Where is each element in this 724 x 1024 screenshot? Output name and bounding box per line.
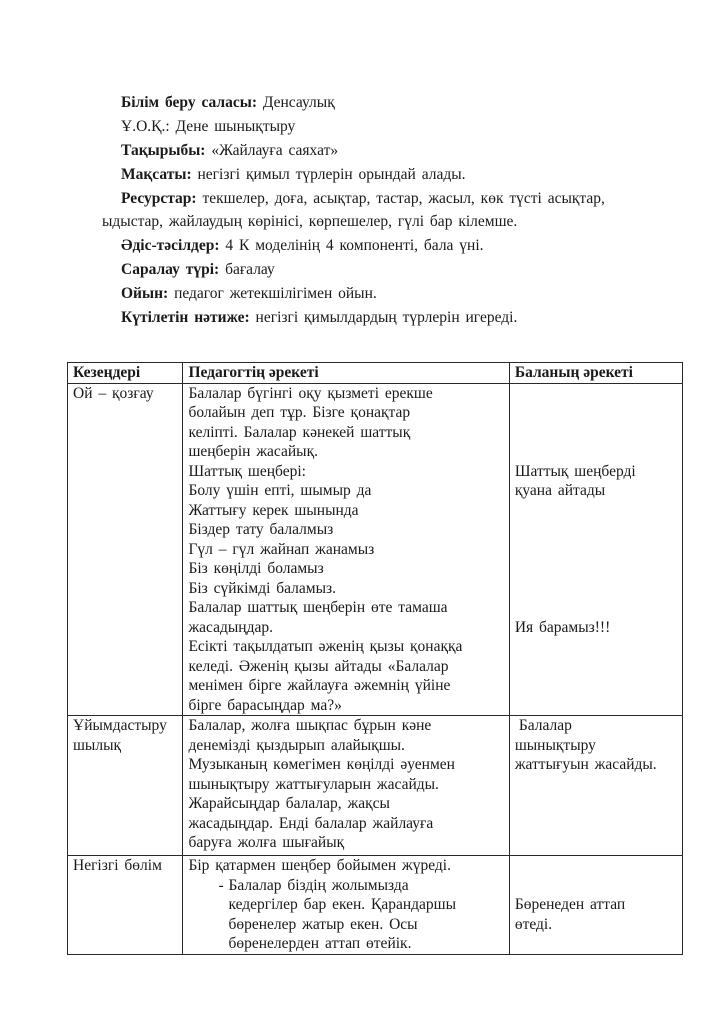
child-line: жаттығуын жасайды. [514,756,657,773]
resources-line-continued [102,212,517,232]
teacher-line: Балалар шаттық шеңберін өте тамаша [188,599,448,616]
teacher-line: Есікті тақылдатып әженің қызы қонаққа [188,638,463,655]
methods-label: Әдіс-тәсілдер: [121,237,220,254]
dash-bullet-icon: - [218,876,224,894]
teacher-line: кедергілер бар екен. Қарандаршы [228,896,457,913]
teacher-line: Шаттық шеңбері: [188,462,306,480]
header-stages: Кезеңдері [68,363,183,384]
teacher-line: Гүл – гүл жайнап жанамыз [188,540,375,558]
teacher-action-cell [183,716,509,856]
differentiation-value: бағалау [225,261,275,278]
child-action-cell [509,383,682,716]
resources-label: Ресурстар: [121,190,197,207]
teacher-line: шынықтыру жаттығуларын жасайды. [188,775,439,793]
goal-line [121,165,466,185]
stage-text: Негізгі бөлім [73,857,162,874]
teacher-line: Музыканың көмегімен көңілді әуенмен [188,756,455,773]
child-line: Шаттық шеңберді [514,462,636,480]
child-line: өтеді. [514,915,553,933]
teacher-bullet-item [188,876,504,954]
teacher-line: Балалар бүгінгі оқу қызметі ерекше [188,384,433,402]
education-field-line [121,93,335,113]
teacher-line: денемізді қыздырып алайықшы. [188,736,405,754]
teacher-action-cell [183,383,509,716]
goal-value: негізгі қимыл түрлерін орындай алады. [197,166,466,183]
teacher-line: Бір қатармен шеңбер бойымен жүреді. [188,857,451,874]
teacher-line: Балалар біздің жолымызда [228,876,409,894]
methods-value: 4 К моделінің 4 компоненті, бала үні. [225,237,484,254]
teacher-line: менімен бірге жайлауға әжемнің үйіне [188,677,451,694]
teacher-action-cell [183,856,509,955]
expected-result-value: негізгі қимылдардың түрлерін игереді. [255,309,518,326]
goal-label: Мақсаты: [121,166,192,183]
child-action-cell [509,856,682,955]
subject-line [121,117,295,137]
child-line: Бөренеден аттап [514,896,626,913]
teacher-line: Біз сүйкімді баламыз. [188,579,337,597]
teacher-line: жасадыңдар. [188,618,273,636]
teacher-line: келеді. Әженің қызы айтады «Балалар [188,657,449,675]
resources-line [121,189,605,209]
subject-label: Ұ.О.Қ.: [121,118,170,135]
topic-value: «Жайлауға саяхат» [211,142,339,159]
header-teacher-action: Педагогтің әрекеті [183,363,509,384]
teacher-line: Жарайсыңдар балалар, жақсы [188,795,390,812]
table-header-row [68,363,683,384]
differentiation-line [121,260,275,280]
resources-value: текшелер, доға, асықтар, тастар, жасыл, көк түсті асықтар, [202,190,605,207]
lesson-plan-table [67,362,683,955]
teacher-line: Жаттығу керек шынында [188,501,359,519]
game-line [121,284,377,304]
methods-line [121,236,484,256]
teacher-line: болайын деп тұр. Бізге қонақтар [188,404,411,421]
education-field-label: Білім беру саласы: [121,94,257,111]
education-field-value: Денсаулық [262,94,335,111]
teacher-line: Біз көңілді боламыз [188,560,324,577]
expected-result-line [121,308,517,328]
teacher-line: баруға жолға шығайық [188,834,345,851]
teacher-line: жасадыңдар. Енді балалар жайлауға [188,814,434,832]
subject-value: Дене шынықтыру [175,118,296,135]
teacher-line: Біздер тату балалмыз [188,521,334,538]
teacher-line: келіпті. Балалар кәнекей шаттық [188,423,411,441]
teacher-line: шеңберін жасайық. [188,443,318,460]
stage-text: шылық [73,736,122,754]
table-row [68,383,683,716]
header-child-action: Баланың әрекеті [509,363,682,384]
child-line: шынықтыру [514,736,596,754]
child-line: Ия барамыз!!! [514,618,611,636]
table-row [68,716,683,856]
teacher-line: Болу үшін епті, шымыр да [188,482,372,499]
teacher-line: бірге барасыңдар ма?» [188,696,342,714]
stage-cell [68,716,183,856]
stage-text: Ұйымдастыру [73,717,167,734]
topic-line [121,141,338,161]
topic-label: Тақырыбы: [121,142,206,159]
teacher-line: бөренелер жатыр екен. Осы [228,915,418,933]
resources-value-continued: ыдыстар, жайлаудың көрінісі, көрпешелер, гүлі бар кілемше. [102,213,518,230]
child-line: Балалар [518,717,572,734]
expected-result-label: Күтілетін нәтиже: [121,309,250,326]
child-action-cell [509,716,682,856]
stage-cell [68,383,183,716]
game-value: педагог жетекшілігімен ойын. [174,285,377,302]
child-line: қуана айтады [514,482,606,499]
stage-cell [68,856,183,955]
teacher-line: бөренелерден аттап өтейік. [228,935,412,952]
teacher-line: Балалар, жолға шықпас бұрын кәне [188,717,432,734]
game-label: Ойын: [121,285,169,302]
differentiation-label: Саралау түрі: [121,261,220,278]
stage-text: Ой – қозғау [73,384,154,402]
table-row [68,856,683,955]
